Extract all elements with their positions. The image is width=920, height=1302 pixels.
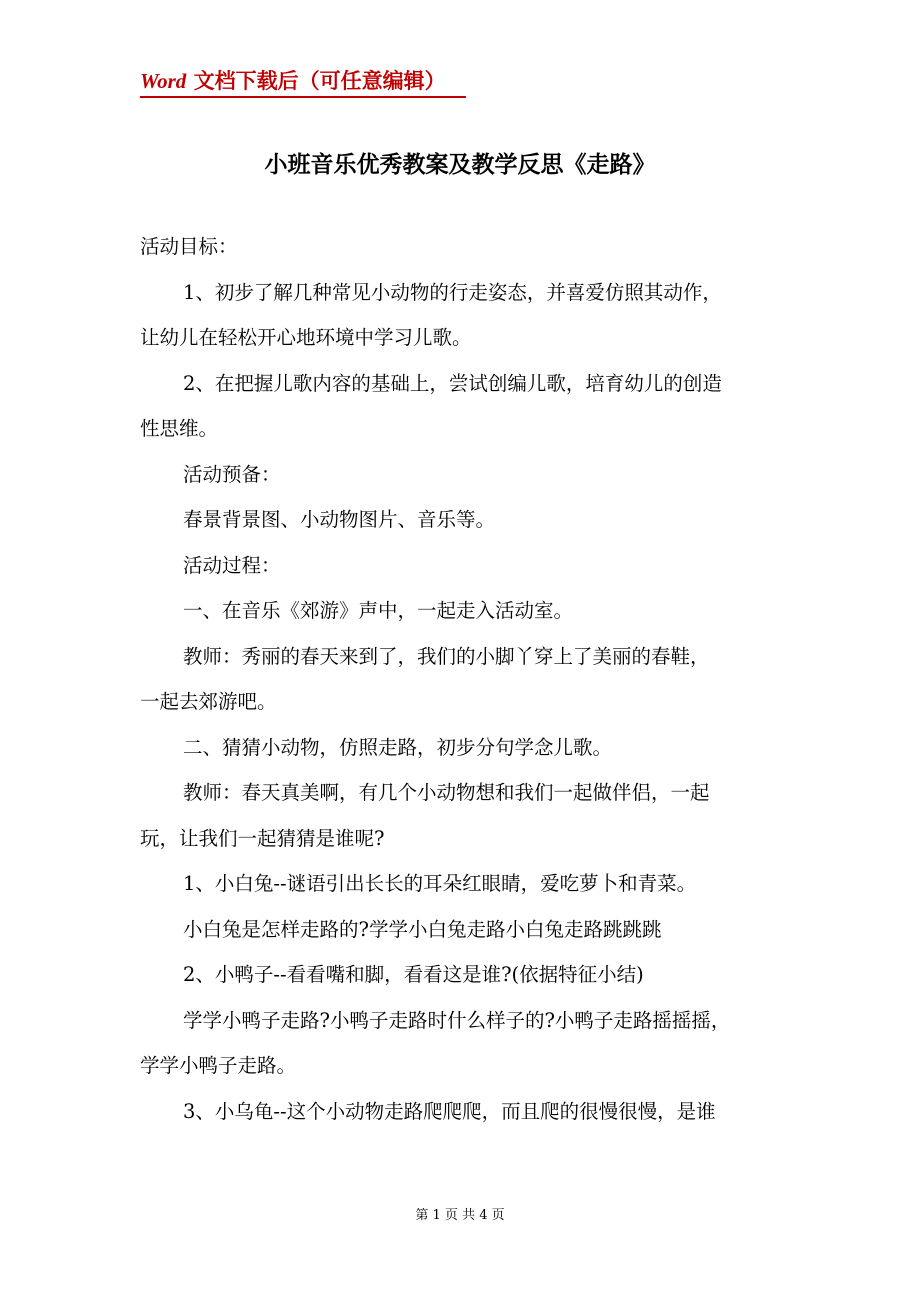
paragraph-line: 性思维。 (140, 417, 219, 440)
paragraph-line: 1、初步了解几种常见小动物的行走姿态，并喜爱仿照其动作， (183, 280, 722, 304)
document-title: 小班音乐优秀教案及教学反思《走路》 (264, 151, 656, 178)
paragraph-line: 一、在音乐《郊游》声中，一起走入活动室。 (183, 599, 574, 622)
paragraph-line: 二、猜猜小动物，仿照走路，初步分句学念儿歌。 (183, 735, 613, 759)
banner-underline (140, 96, 466, 98)
download-banner (140, 66, 446, 96)
paragraph-line: 玩，让我们一起猜猜是谁呢? (140, 826, 385, 850)
paragraph-line: 1、小白兔--谜语引出长长的耳朵红眼睛，爱吃萝卜和青菜。 (183, 872, 697, 895)
paragraph-line: 小白兔是怎样走路的?学学小白兔走路小白兔走路跳跳跳 (183, 917, 662, 941)
banner-brand: Word (140, 69, 187, 93)
paragraph-line: 教师：春天真美啊，有几个小动物想和我们一起做伴侣，一起 (183, 781, 710, 804)
paragraph-line: 2、在把握儿歌内容的基础上，尝试创编儿歌，培育幼儿的创造 (183, 371, 722, 395)
paragraph-line: 教师：秀丽的春天来到了，我们的小脚丫穿上了美丽的春鞋， (183, 644, 710, 668)
paragraph-line: 春景背景图、小动物图片、音乐等。 (183, 508, 496, 531)
paragraph-line: 2、小鸭子--看看嘴和脚，看看这是谁?(依据特征小结) (183, 963, 644, 986)
document-body (140, 224, 780, 1134)
paragraph-line: 3、小乌龟--这个小动物走路爬爬爬，而且爬的很慢很慢，是谁 (183, 1099, 716, 1123)
paragraph-line: 让幼儿在轻松开心地环境中学习儿歌。 (140, 326, 472, 349)
paragraph-line: 活动目标： (140, 235, 238, 258)
page-footer: 第 1 页 共 4 页 (415, 1208, 505, 1223)
paragraph-line: 学学小鸭子走路?小鸭子走路时什么样子的?小鸭子走路摇摇摇， (183, 1008, 731, 1032)
paragraph-line: 一起去郊游吧。 (140, 690, 277, 713)
paragraph-line: 学学小鸭子走路。 (140, 1054, 297, 1077)
banner-text: 文档下载后（可任意编辑） (186, 68, 446, 93)
paragraph-line: 活动预备： (183, 462, 281, 486)
paragraph-line: 活动过程： (183, 553, 281, 577)
